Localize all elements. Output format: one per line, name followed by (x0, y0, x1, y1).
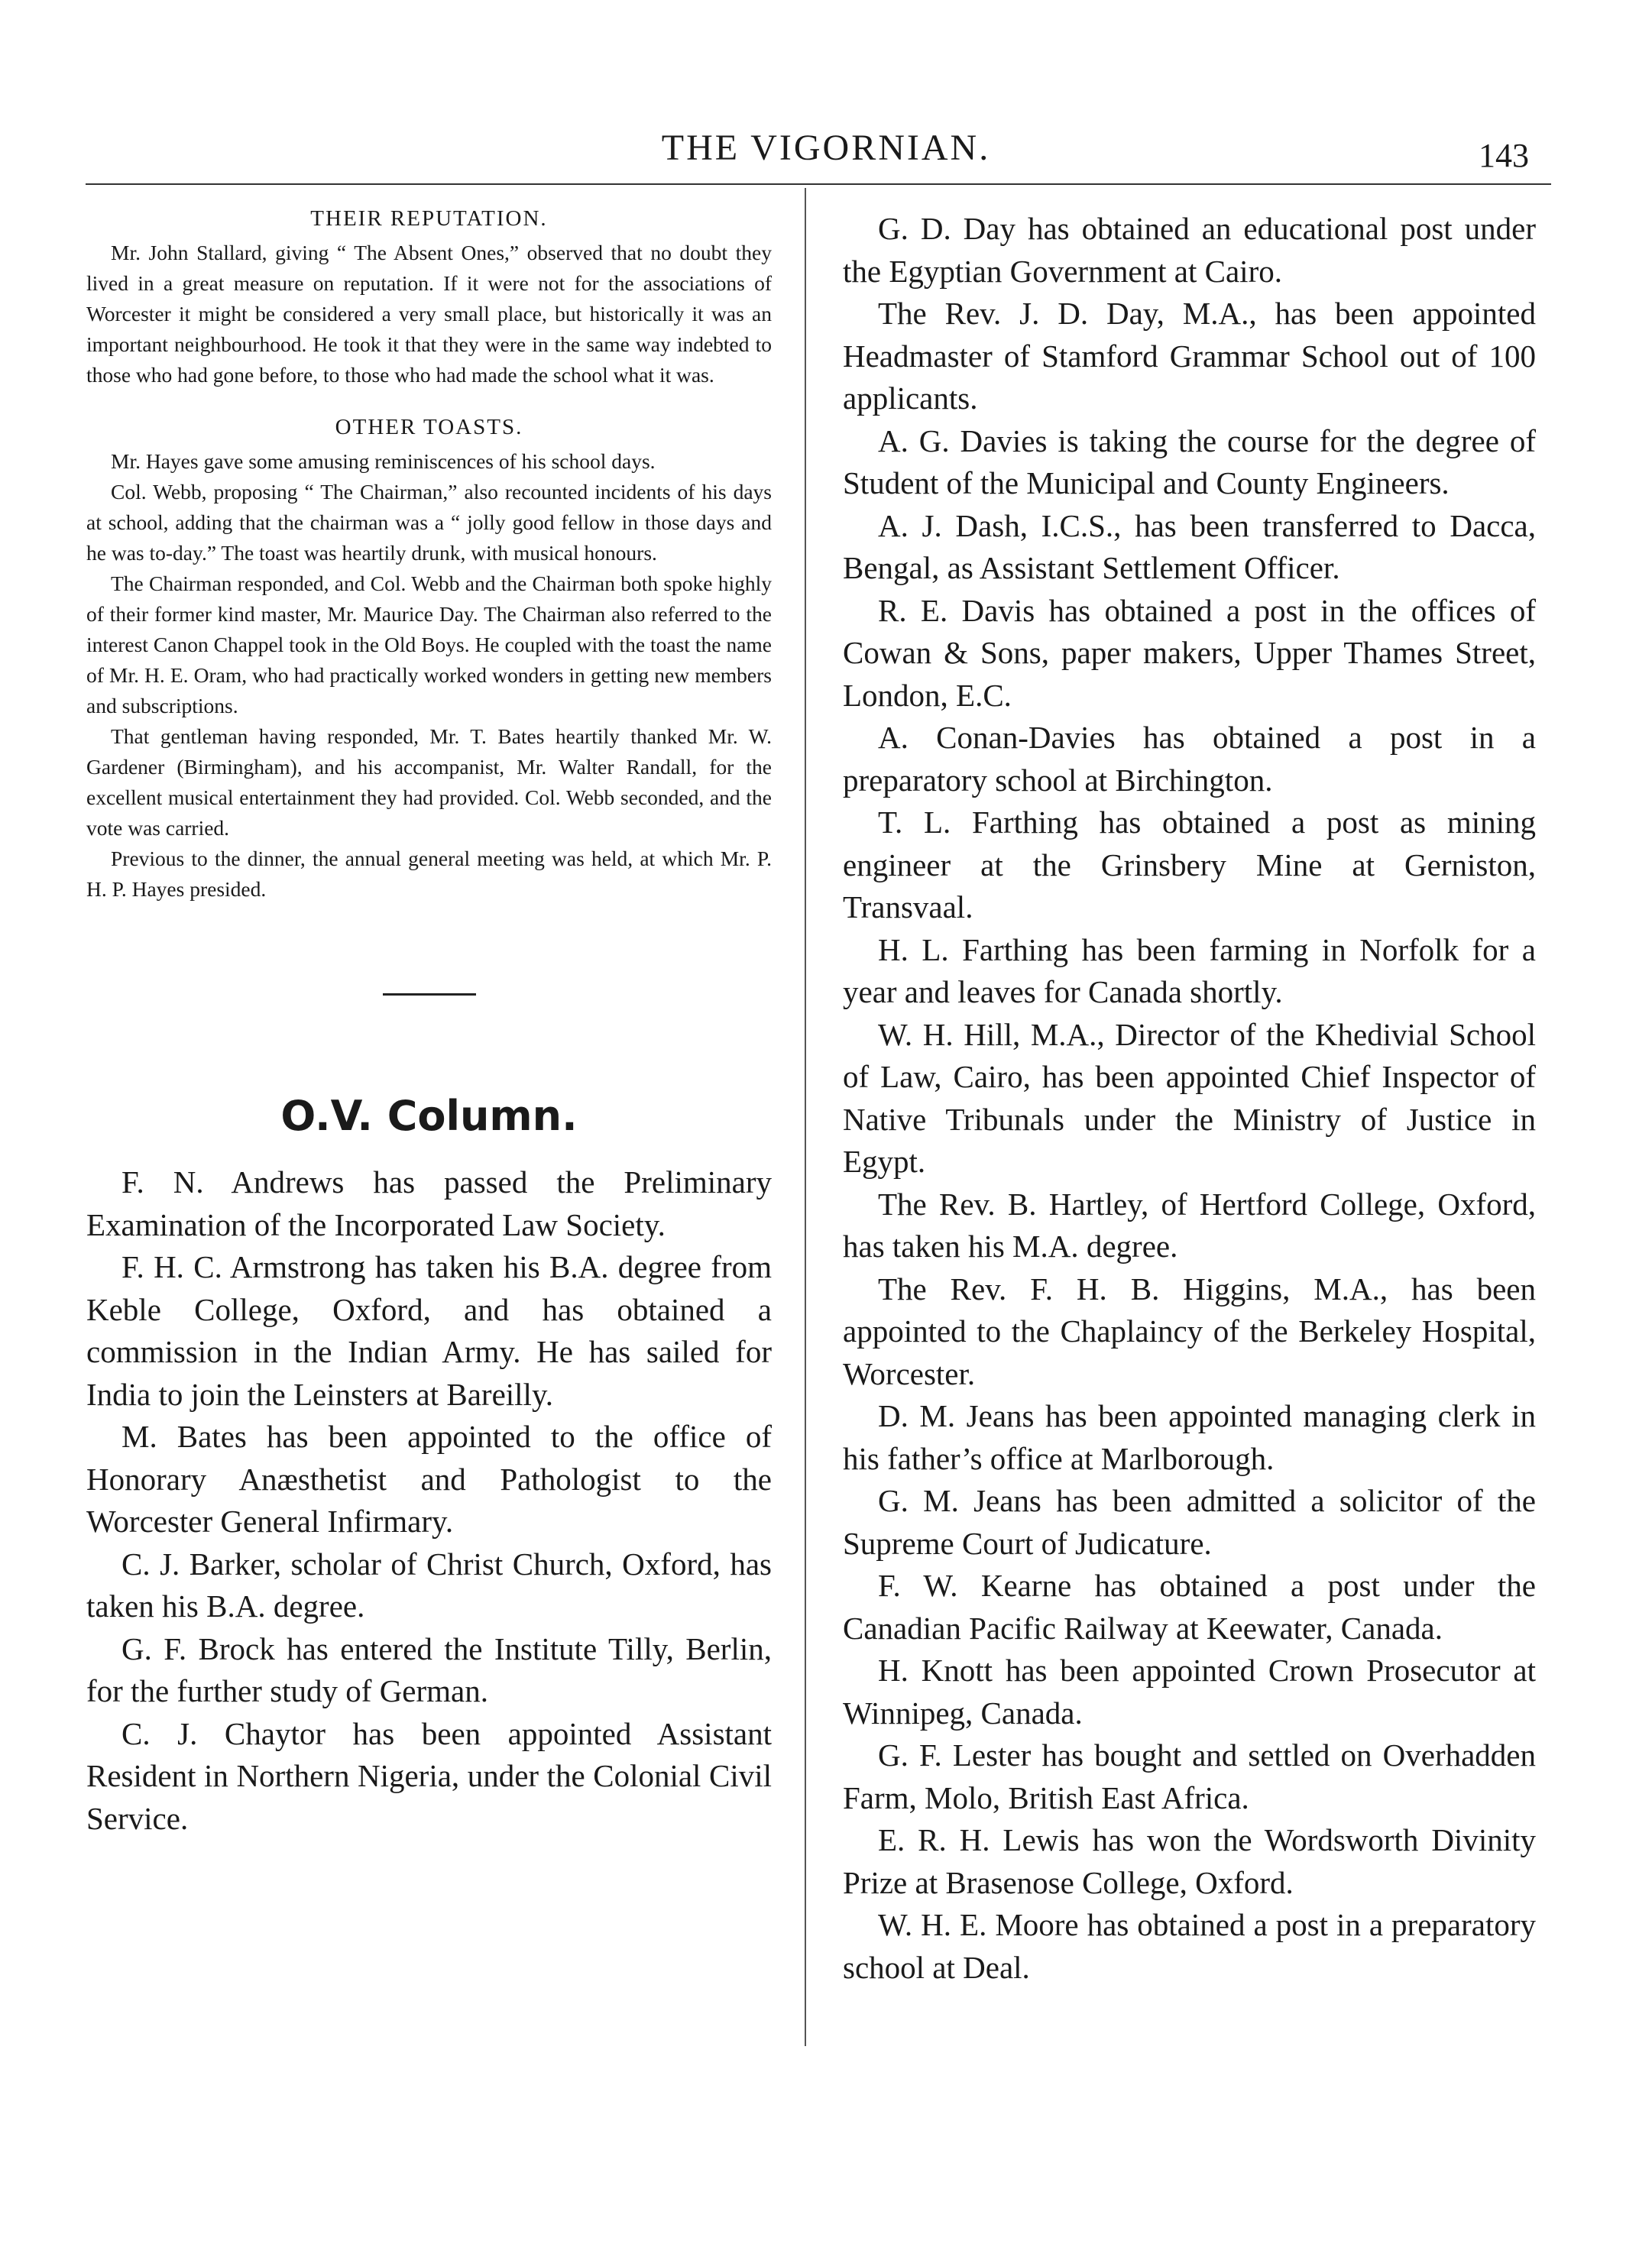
ov-entry: G. D. Day has obtained an educational post under the Egyptian Government at Cairo. (843, 211, 1536, 289)
ov-entry: F. N. Andrews has passed the Preliminary Examination of the Incorporated Law Society. (86, 1164, 772, 1242)
toasts-paragraph: Col. Webb, proposing “ The Chairman,” also recounted incidents of his days at school, adding that the chairman was a “ jolly good fellow in those days and he was to-day.” The toast was heartily drunk, with musical honours. (86, 480, 772, 565)
ov-entry: F. H. C. Armstrong has taken his B.A. degree from Keble College, Oxford, and has obtained a commission in the Indian Army. He has sailed for India to join the Leinsters at Bareilly. (86, 1249, 772, 1412)
ov-entry: The Rev. F. H. B. Higgins, M.A., has been appointed to the Chaplaincy of the Berkeley Hospital, Worcester. (843, 1271, 1536, 1391)
ov-entry: A. G. Davies is taking the course for the degree of Student of the Municipal and County Engineers. (843, 423, 1536, 500)
ov-entry: C. J. Chaytor has been appointed Assistant Resident in Northern Nigeria, under the Colonial Civil Service. (86, 1715, 772, 1836)
page-header-title: THE VIGORNIAN. (661, 128, 991, 168)
ov-entry: A. J. Dash, I.C.S., has been transferred to Dacca, Bengal, as Assistant Settlement Officer. (843, 507, 1536, 585)
ov-entry: E. R. H. Lewis has won the Wordsworth Divinity Prize at Brasenose College, Oxford. (843, 1822, 1536, 1900)
ov-entry: M. Bates has been appointed to the office of Honorary Anæsthetist and Pathologist to the Worcester General Infirmary. (86, 1419, 772, 1539)
toasts-paragraph: Previous to the dinner, the annual general meeting was held, at which Mr. P. H. P. Hayes presided. (86, 847, 772, 901)
ov-entry: D. M. Jeans has been appointed managing clerk in his father’s office at Marlborough. (843, 1398, 1536, 1476)
toasts-paragraph: Mr. Hayes gave some amusing reminiscences of his school days. (111, 449, 656, 473)
ov-entry: G. F. Lester has bought and settled on Overhadden Farm, Molo, British East Africa. (843, 1737, 1536, 1815)
right-column (843, 208, 1536, 1989)
ov-entry: T. L. Farthing has obtained a post as mining engineer at the Grinsbery Mine at Gerniston, Transvaal. (843, 805, 1536, 924)
ov-entry: H. Knott has been appointed Crown Prosecutor at Winnipeg, Canada. (843, 1653, 1536, 1731)
ov-entry: The Rev. J. D. Day, M.A., has been appointed Headmaster of Stamford Grammar School out of 100 applicants. (843, 296, 1536, 416)
toasts-paragraph: The Chairman responded, and Col. Webb and the Chairman both spoke highly of their former kind master, Mr. Maurice Day. The Chairman also referred to the interest Canon Chappel took in the Old Boys. He coupled with the toast the name of Mr. H. E. Oram, who had practically worked wonders in getting new members and subscriptions. (86, 572, 772, 717)
ov-entry: R. E. Davis has obtained a post in the offices of Cowan & Sons, paper makers, Upper Thames Street, London, E.C. (843, 592, 1536, 713)
ov-entry: The Rev. B. Hartley, of Hertford College, Oxford, has taken his M.A. degree. (843, 1186, 1536, 1264)
ov-entry: W. H. E. Moore has obtained a post in a preparatory school at Deal. (843, 1907, 1536, 1985)
page-number: 143 (1479, 137, 1529, 174)
ov-entry: G. M. Jeans has been admitted a solicitor of the Supreme Court of Judicature. (843, 1483, 1536, 1561)
ov-column-heading: O.V. Column. (280, 1092, 578, 1140)
ov-entry: A. Conan-Davies has obtained a post in a preparatory school at Birchington. (843, 720, 1536, 798)
ov-entry: F. W. Kearne has obtained a post under the Canadian Pacific Railway at Keewater, Canada. (843, 1568, 1536, 1646)
toasts-heading: OTHER TOASTS. (335, 415, 523, 439)
reputation-paragraph: Mr. John Stallard, giving “ The Absent Ones,” observed that no doubt they lived in a great measure on reputation. If it were not for the associations of Worcester it might be considered a very small place, but historically it was an important neighbourhood. He took it that they were in the same way indebted to those who had gone before, to those who had made the school what it was. (86, 241, 772, 387)
ov-entry: W. H. Hill, M.A., Director of the Khedivial School of Law, Cairo, has been appointed Chief Inspector of Native Tribunals under the Ministry of Justice in Egypt. (843, 1016, 1536, 1179)
left-column (86, 206, 772, 1840)
toasts-paragraph: That gentleman having responded, Mr. T. Bates heartily thanked Mr. W. Gardener (Birmingham), and his accompanist, Mr. Walter Randall, for the excellent musical entertainment they had provided. Col. Webb seconded, and the vote was carried. (86, 724, 772, 840)
ov-entry: C. J. Barker, scholar of Christ Church, Oxford, has taken his B.A. degree. (86, 1546, 772, 1624)
ov-entry: G. F. Brock has entered the Institute Tilly, Berlin, for the further study of German. (86, 1630, 772, 1708)
ov-entry: H. L. Farthing has been farming in Norfolk for a year and leaves for Canada shortly. (843, 931, 1536, 1009)
reputation-heading: THEIR REPUTATION. (310, 206, 548, 231)
header-rule (86, 183, 1551, 185)
column-rule (805, 188, 806, 2046)
